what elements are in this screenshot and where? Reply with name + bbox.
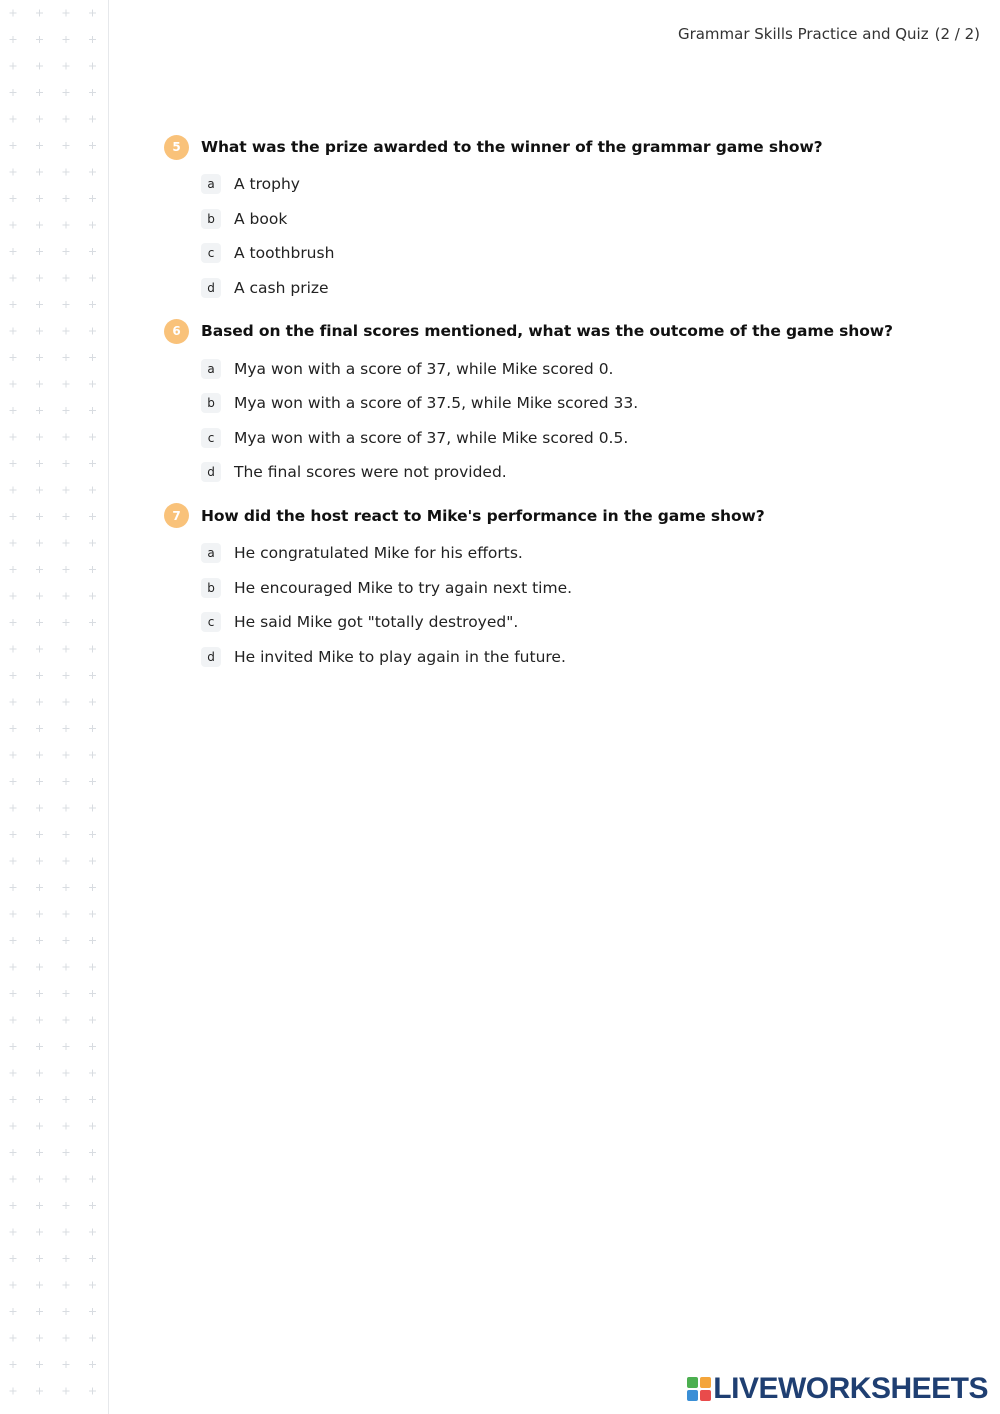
option-letter-badge: c <box>201 428 221 448</box>
option-text: The final scores were not provided. <box>234 463 507 482</box>
option-letter-badge: a <box>201 543 221 563</box>
question-text: Based on the final scores mentioned, what was the outcome of the game show? <box>201 322 893 341</box>
option-text: Mya won with a score of 37, while Mike scored 0.5. <box>234 428 629 447</box>
question-number-badge: 7 <box>164 503 189 528</box>
option-letter-badge: a <box>201 174 221 194</box>
logo-square-1 <box>687 1377 698 1388</box>
question-5 <box>164 133 964 305</box>
question-list <box>164 133 964 686</box>
question-header <box>164 317 964 345</box>
margin-plus-pattern <box>0 0 108 1414</box>
liveworksheets-logo[interactable] <box>687 1374 988 1404</box>
option-text: Mya won with a score of 37, while Mike scored 0. <box>234 359 614 378</box>
answer-option-c[interactable] <box>201 421 964 456</box>
option-text: A trophy <box>234 175 300 194</box>
answer-option-b[interactable] <box>201 386 964 421</box>
option-letter-badge: b <box>201 578 221 598</box>
answer-option-a[interactable] <box>201 351 964 386</box>
option-letter-badge: b <box>201 209 221 229</box>
left-margin-strip <box>0 0 108 1414</box>
answer-option-c[interactable] <box>201 605 964 640</box>
answer-options <box>164 167 964 305</box>
question-header <box>164 502 964 530</box>
answer-options <box>164 351 964 489</box>
margin-divider <box>108 0 109 1414</box>
option-letter-badge: b <box>201 393 221 413</box>
question-number-badge: 5 <box>164 135 189 160</box>
option-text: He congratulated Mike for his efforts. <box>234 544 523 563</box>
answer-options <box>164 536 964 674</box>
question-6 <box>164 317 964 489</box>
question-7 <box>164 502 964 674</box>
logo-square-4 <box>700 1390 711 1401</box>
answer-option-a[interactable] <box>201 167 964 202</box>
answer-option-a[interactable] <box>201 536 964 571</box>
question-text: How did the host react to Mike's performance in the game show? <box>201 506 765 525</box>
option-text: A cash prize <box>234 279 329 298</box>
option-letter-badge: d <box>201 278 221 298</box>
option-text: He said Mike got "totally destroyed". <box>234 613 519 632</box>
option-text: He invited Mike to play again in the future. <box>234 647 566 666</box>
answer-option-d[interactable] <box>201 271 964 306</box>
page-indicator: (2 / 2) <box>934 25 980 43</box>
answer-option-b[interactable] <box>201 202 964 237</box>
option-letter-badge: d <box>201 462 221 482</box>
option-text: Mya won with a score of 37.5, while Mike scored 33. <box>234 394 639 413</box>
logo-wordmark: LIVEWORKSHEETS <box>713 1372 988 1405</box>
liveworksheets-logo-icon <box>687 1377 711 1401</box>
question-text: What was the prize awarded to the winner of the grammar game show? <box>201 138 823 156</box>
worksheet-header <box>678 25 980 43</box>
worksheet-title: Grammar Skills Practice and Quiz <box>677 25 929 43</box>
answer-option-c[interactable] <box>201 236 964 271</box>
answer-option-d[interactable] <box>201 640 964 675</box>
option-letter-badge: c <box>201 243 221 263</box>
logo-square-2 <box>700 1377 711 1388</box>
option-text: A book <box>234 209 288 228</box>
answer-option-b[interactable] <box>201 570 964 605</box>
answer-option-d[interactable] <box>201 455 964 490</box>
option-text: He encouraged Mike to try again next time. <box>234 578 573 597</box>
option-letter-badge: a <box>201 359 221 379</box>
option-letter-badge: d <box>201 647 221 667</box>
option-text: A toothbrush <box>234 244 335 263</box>
option-letter-badge: c <box>201 612 221 632</box>
logo-square-3 <box>687 1390 698 1401</box>
question-number-badge: 6 <box>164 319 189 344</box>
question-header <box>164 133 964 161</box>
